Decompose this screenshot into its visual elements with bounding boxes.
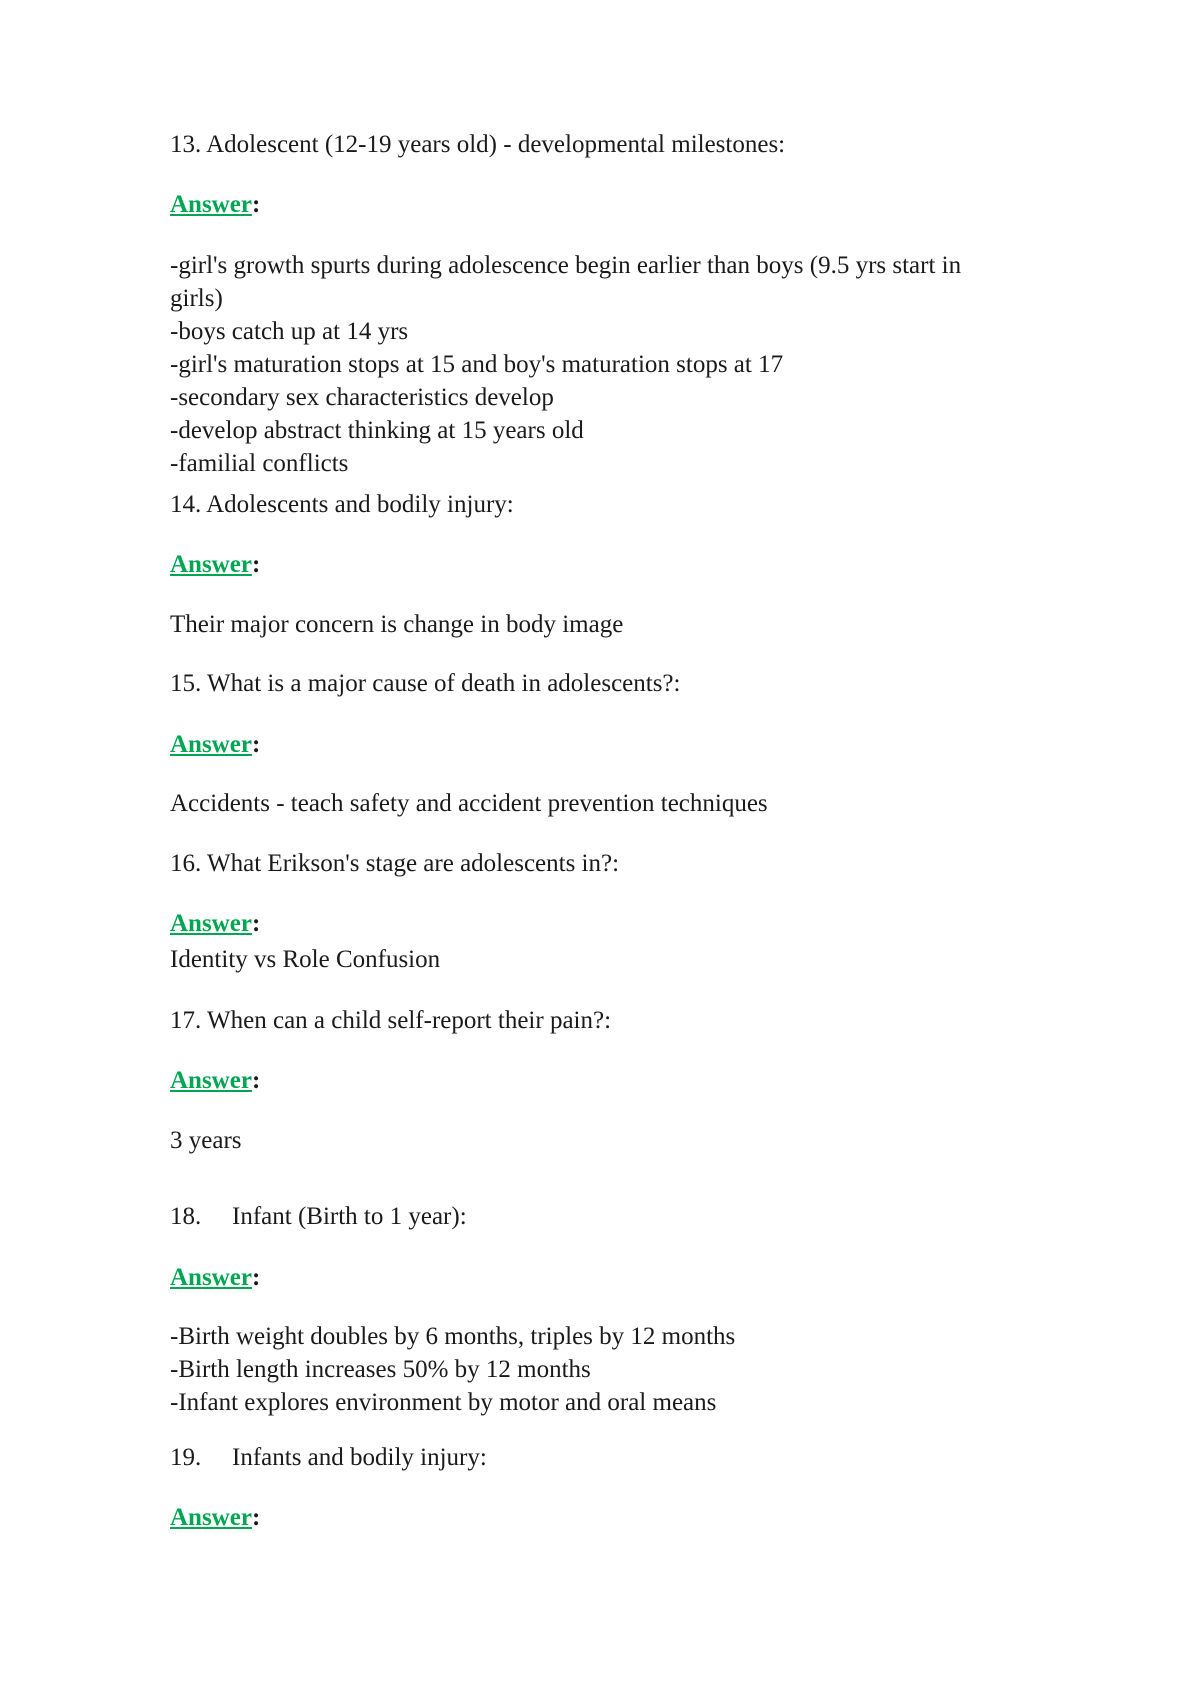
answer-label-17 — [170, 1064, 260, 1097]
answer-label-18 — [170, 1261, 260, 1294]
answer-word: Answer — [170, 1504, 252, 1531]
question-number: 19. — [170, 1444, 202, 1471]
answer-line: 3 years — [170, 1127, 242, 1154]
question-text: Infants and bodily injury: — [232, 1444, 487, 1471]
answer-line: -familial conflicts — [170, 450, 349, 477]
answer-line: Accidents - teach safety and accident prevention techniques — [170, 790, 768, 817]
answer-line: -girl's growth spurts during adolescence begin earlier than boys (9.5 yrs start in — [170, 252, 962, 279]
answer-word: Answer — [170, 191, 252, 218]
answer-line: -Infant explores environment by motor and oral means — [170, 1389, 717, 1416]
answer-label-16 — [170, 907, 260, 940]
question-number: 18. — [170, 1203, 202, 1230]
answer-text-13 — [170, 249, 961, 480]
answer-line: -boys catch up at 14 yrs — [170, 318, 409, 345]
answer-label-19 — [170, 1501, 260, 1534]
answer-line: Identity vs Role Confusion — [170, 946, 441, 973]
answer-label-13 — [170, 188, 260, 221]
question-15: 15. What is a major cause of death in adolescents?: — [170, 670, 681, 697]
answer-colon: : — [251, 910, 261, 937]
question-text: Infant (Birth to 1 year): — [232, 1203, 467, 1230]
answer-line: girls) — [170, 285, 223, 312]
question-16: 16. What Erikson's stage are adolescents in?: — [170, 850, 620, 877]
answer-text-17 — [170, 1124, 242, 1157]
answer-line: -develop abstract thinking at 15 years old — [170, 417, 584, 444]
answer-line: -Birth weight doubles by 6 months, triples by 12 months — [170, 1323, 736, 1350]
answer-colon: : — [251, 551, 261, 578]
answer-colon: : — [251, 1264, 261, 1291]
answer-label-14 — [170, 548, 260, 581]
answer-colon: : — [251, 191, 261, 218]
answer-text-18 — [170, 1320, 735, 1419]
question-19 — [170, 1441, 487, 1474]
answer-line: -Birth length increases 50% by 12 months — [170, 1356, 591, 1383]
answer-line: -secondary sex characteristics develop — [170, 384, 554, 411]
answer-colon: : — [251, 731, 261, 758]
question-13: 13. Adolescent (12-19 years old) - developmental milestones: — [170, 131, 786, 158]
answer-word: Answer — [170, 731, 252, 758]
answer-word: Answer — [170, 551, 252, 578]
answer-line: -girl's maturation stops at 15 and boy's maturation stops at 17 — [170, 351, 784, 378]
question-17: 17. When can a child self-report their pain?: — [170, 1007, 612, 1034]
question-14: 14. Adolescents and bodily injury: — [170, 491, 514, 518]
answer-word: Answer — [170, 910, 252, 937]
answer-word: Answer — [170, 1264, 252, 1291]
answer-word: Answer — [170, 1067, 252, 1094]
answer-text-14 — [170, 608, 623, 641]
answer-text-15 — [170, 787, 768, 820]
answer-text-16 — [170, 943, 440, 976]
answer-label-15 — [170, 728, 260, 761]
question-18 — [170, 1200, 467, 1233]
answer-colon: : — [251, 1504, 261, 1531]
answer-colon: : — [251, 1067, 261, 1094]
answer-line: Their major concern is change in body image — [170, 611, 624, 638]
